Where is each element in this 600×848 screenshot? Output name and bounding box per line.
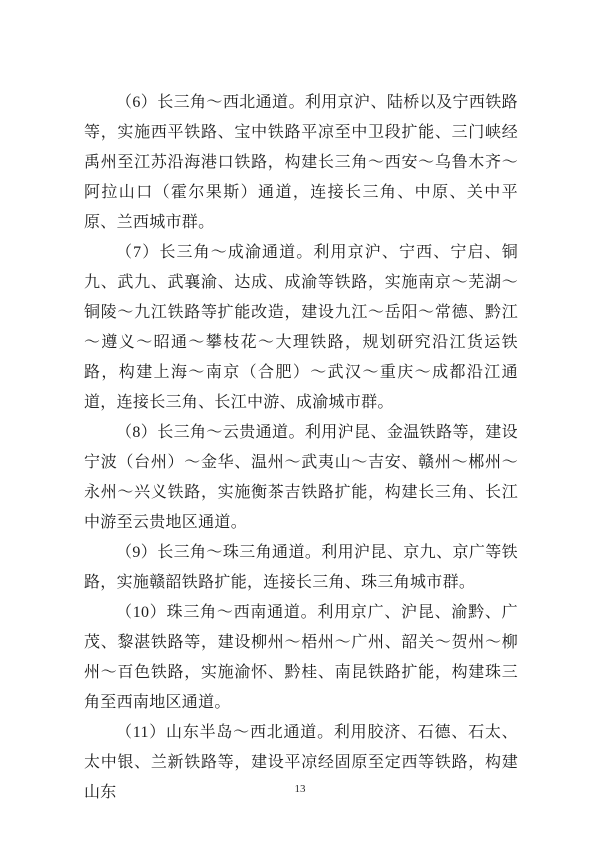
- paragraph: （8）长三角～云贵通道。利用沪昆、金温铁路等，建设宁波（台州）～金华、温州～武夷山～吉安、赣州～郴州～永州～兴义铁路，实施衡茶吉铁路扩能，构建长三角、长江中游至云贵地区通道。: [84, 424, 518, 531]
- paragraph: （10）珠三角～西南通道。利用京广、沪昆、渝黔、广茂、黎湛铁路等，建设柳州～梧州～广州、韶关～贺州～柳州～百色铁路，实施渝怀、黔桂、南昆铁路扩能，构建珠三角至西南地区通道。: [84, 604, 518, 711]
- paragraph: （6）长三角～西北通道。利用京沪、陆桥以及宁西铁路等，实施西平铁路、宝中铁路平凉至中卫段扩能、三门峡经禹州至江苏沿海港口铁路，构建长三角～西安～乌鲁木齐～阿拉山口（霍尔果斯）通道，连接长三角、中原、关中平原、兰西城市群。: [84, 94, 518, 231]
- paragraph: （7）长三角～成渝通道。利用京沪、宁西、宁启、铜九、武九、武襄渝、达成、成渝等铁路，实施南京～芜湖～铜陵～九江铁路等扩能改造，建设九江～岳阳～常德、黔江～遵义～昭通～攀枝花～大理铁路，规划研究沿江货运铁路，构建上海～南京（合肥）～武汉～重庆～成都沿江通道，连接长三角、长江中游、成渝城市群。: [84, 244, 518, 411]
- document-body: [84, 88, 518, 808]
- paragraph: （9）长三角～珠三角通道。利用沪昆、京九、京广等铁路，实施赣韶铁路扩能，连接长三角、珠三角城市群。: [84, 544, 518, 591]
- page-number: 13: [294, 783, 306, 795]
- paragraph: （11）山东半岛～西北通道。利用胶济、石德、石太、太中银、兰新铁路等，建设平凉经固原至定西等铁路，构建山东: [84, 724, 518, 801]
